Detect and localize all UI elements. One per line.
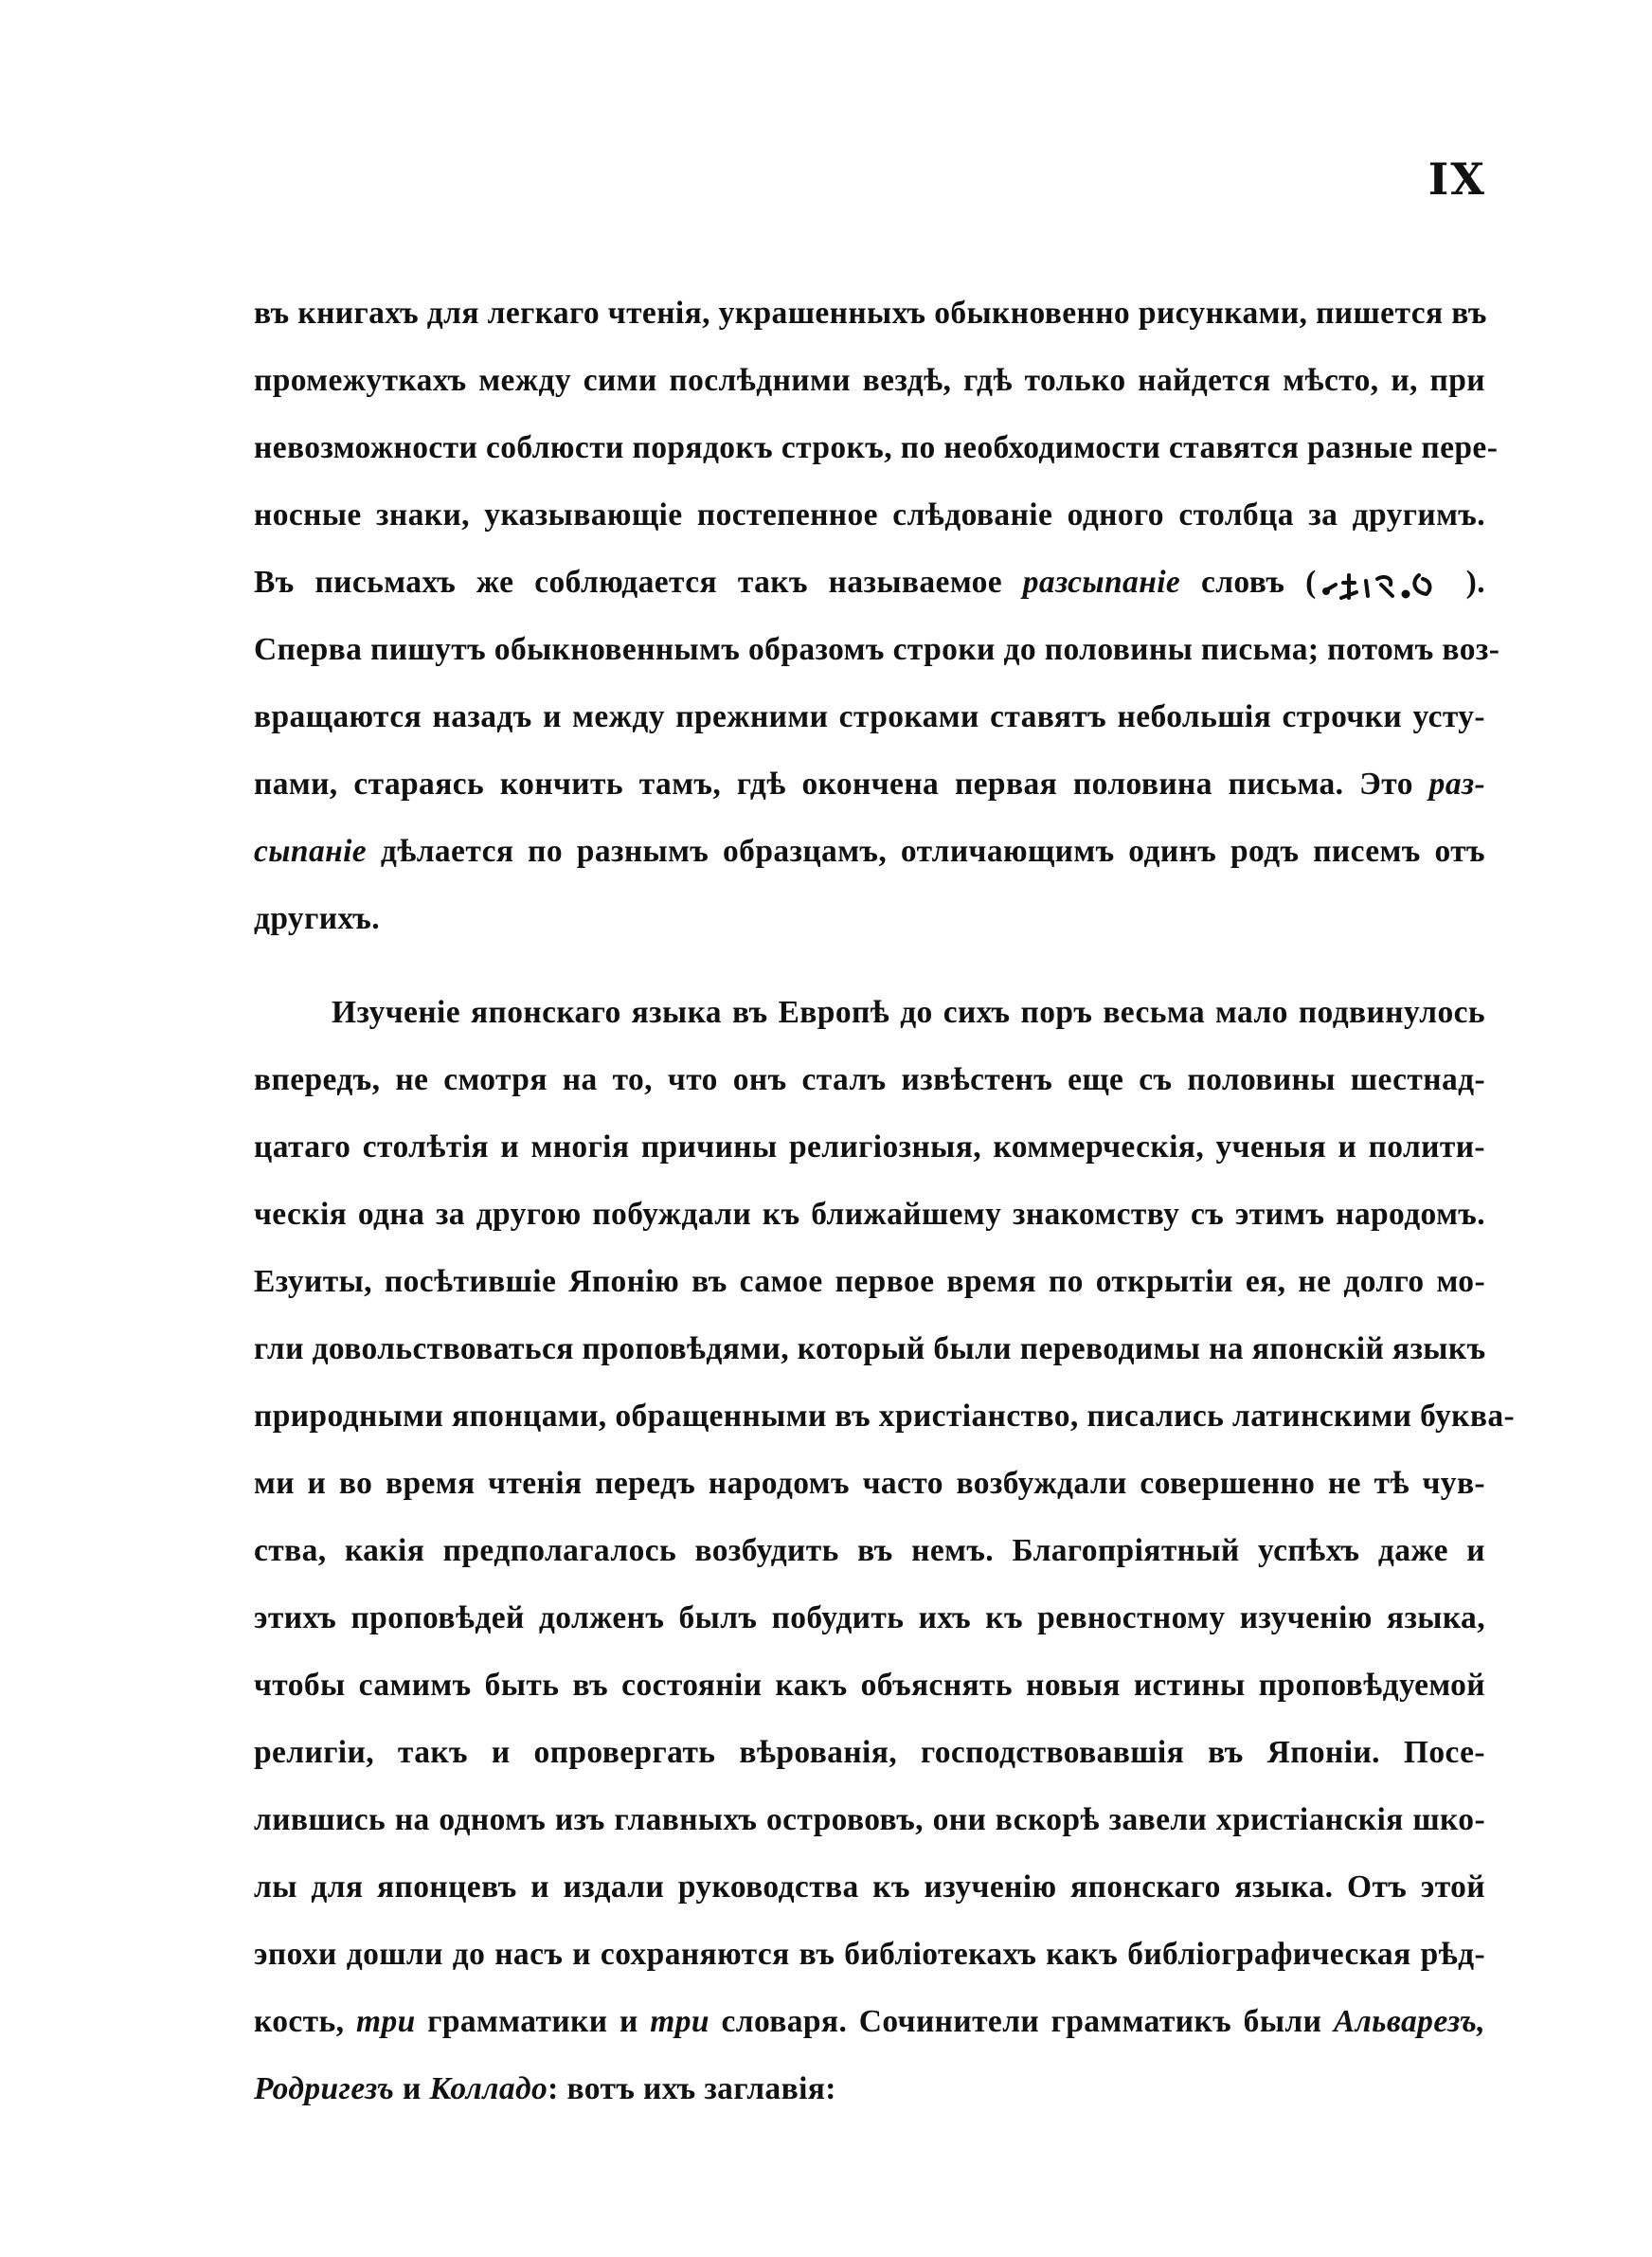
text-segment: дѣлается по разнымъ образцамъ, отличающимъ одинъ родъ писемъ отъ bbox=[380, 834, 1485, 869]
japanese-script-sample-icon bbox=[1320, 564, 1463, 605]
text-segment: грамматики и bbox=[427, 2004, 638, 2039]
text-line: въ книгахъ для легкаго чтенія, украшенныхъ обыкновенно рисунками, пишется въ bbox=[254, 296, 1487, 331]
page-number: IX bbox=[1428, 153, 1486, 205]
text-line: промежуткахъ между сими послѣдними вездѣ, гдѣ только найдется мѣсто, и, при bbox=[254, 363, 1485, 398]
text-line bbox=[254, 818, 1485, 885]
italic-term: разсыпаніе bbox=[1022, 565, 1181, 600]
text-line: чтобы самимъ быть въ состояніи какъ объяснять новыя истины проповѣдуемой bbox=[254, 1668, 1485, 1703]
text-line: впередъ, не смотря на то, что онъ сталъ извѣстенъ еще съ половины шестнад- bbox=[254, 1062, 1485, 1097]
text-segment: словъ ( bbox=[1200, 565, 1317, 600]
text-line: Езуиты, посѣтившіе Японію въ самое первое время по открытіи ея, не долго мо- bbox=[254, 1264, 1485, 1299]
text-line: другихъ. bbox=[254, 901, 380, 936]
paragraph-1 bbox=[254, 280, 1500, 952]
text-line: Изученіе японскаго языка въ Европѣ до сихъ поръ весьма мало подвинулось bbox=[332, 995, 1485, 1030]
text-segment: словаря. Сочинители грамматикъ были bbox=[721, 2004, 1322, 2039]
text-line: лы для японцевъ и издали руководства къ изученію японскаго языка. Отъ этой bbox=[254, 1869, 1485, 1905]
paragraph-2 bbox=[254, 979, 1516, 2122]
author-name: Колладо bbox=[429, 2071, 548, 2106]
text-line: цатаго столѣтія и многія причины религіозныя, коммерческія, ученыя и полити- bbox=[254, 1129, 1485, 1165]
italic-term: три bbox=[650, 2004, 709, 2039]
italic-term: раз- bbox=[1428, 767, 1485, 802]
text-segment: пами, стараясь кончить тамъ, гдѣ окончена первая половина письма. Это bbox=[254, 767, 1413, 802]
text-line: природными японцами, обращенными въ христіанство, писались латинскими буква- bbox=[254, 1399, 1516, 1434]
text-segment: Въ письмахъ же соблюдается такъ называемое bbox=[254, 565, 1003, 600]
text-line: ства, какія предполагалось возбудить въ немъ. Благопріятный успѣхъ даже и bbox=[254, 1533, 1485, 1568]
text-line: гли довольствоваться проповѣдями, который были переводимы на японскій языкъ bbox=[254, 1331, 1486, 1366]
text-segment: ). bbox=[1465, 565, 1485, 600]
text-line: ми и во время чтенія передъ народомъ часто возбуждали совершенно не тѣ чув- bbox=[254, 1466, 1485, 1501]
text-line bbox=[254, 2055, 1485, 2122]
text-line: носные знаки, указывающіе постепенное слѣдованіе одного столбца за другимъ. bbox=[254, 497, 1485, 533]
paragraph-gap bbox=[254, 952, 1485, 979]
text-line: невозможности соблюсти порядокъ строкъ, по необходимости ставятся разные пере- bbox=[254, 430, 1499, 465]
text-line: ческія одна за другою побуждали къ ближайшему знакомству съ этимъ народомъ. bbox=[254, 1197, 1485, 1232]
text-line: вращаются назадъ и между прежними строками ставятъ небольшія строчки усту- bbox=[254, 699, 1485, 734]
text-line: лившись на одномъ изъ главныхъ острововъ, они вскорѣ завели христіанскія шко- bbox=[254, 1802, 1485, 1837]
text-line bbox=[254, 549, 1485, 616]
italic-term: три bbox=[356, 2004, 416, 2039]
text-line: этихъ проповѣдей долженъ былъ побудить ихъ къ ревностному изученію языка, bbox=[254, 1600, 1485, 1635]
author-name: Альварезъ, bbox=[1333, 2004, 1486, 2039]
body-text bbox=[254, 280, 1516, 2122]
text-line bbox=[254, 750, 1485, 818]
text-segment: и bbox=[403, 2071, 422, 2106]
text-segment: : вотъ ихъ заглавія: bbox=[548, 2071, 836, 2106]
italic-term: сыпаніе bbox=[254, 834, 368, 869]
text-line: эпохи дошли до насъ и сохраняются въ библіотекахъ какъ библіографическая рѣд- bbox=[254, 1937, 1485, 1972]
text-line bbox=[254, 1988, 1485, 2055]
text-line: религіи, такъ и опровергать вѣрованія, господствовавшія въ Японіи. Посе- bbox=[254, 1735, 1485, 1770]
author-name: Родригезъ bbox=[254, 2071, 395, 2106]
text-segment: кость, bbox=[254, 2004, 345, 2039]
text-line: Сперва пишутъ обыкновеннымъ образомъ строки до половины письма; потомъ воз- bbox=[254, 632, 1500, 667]
